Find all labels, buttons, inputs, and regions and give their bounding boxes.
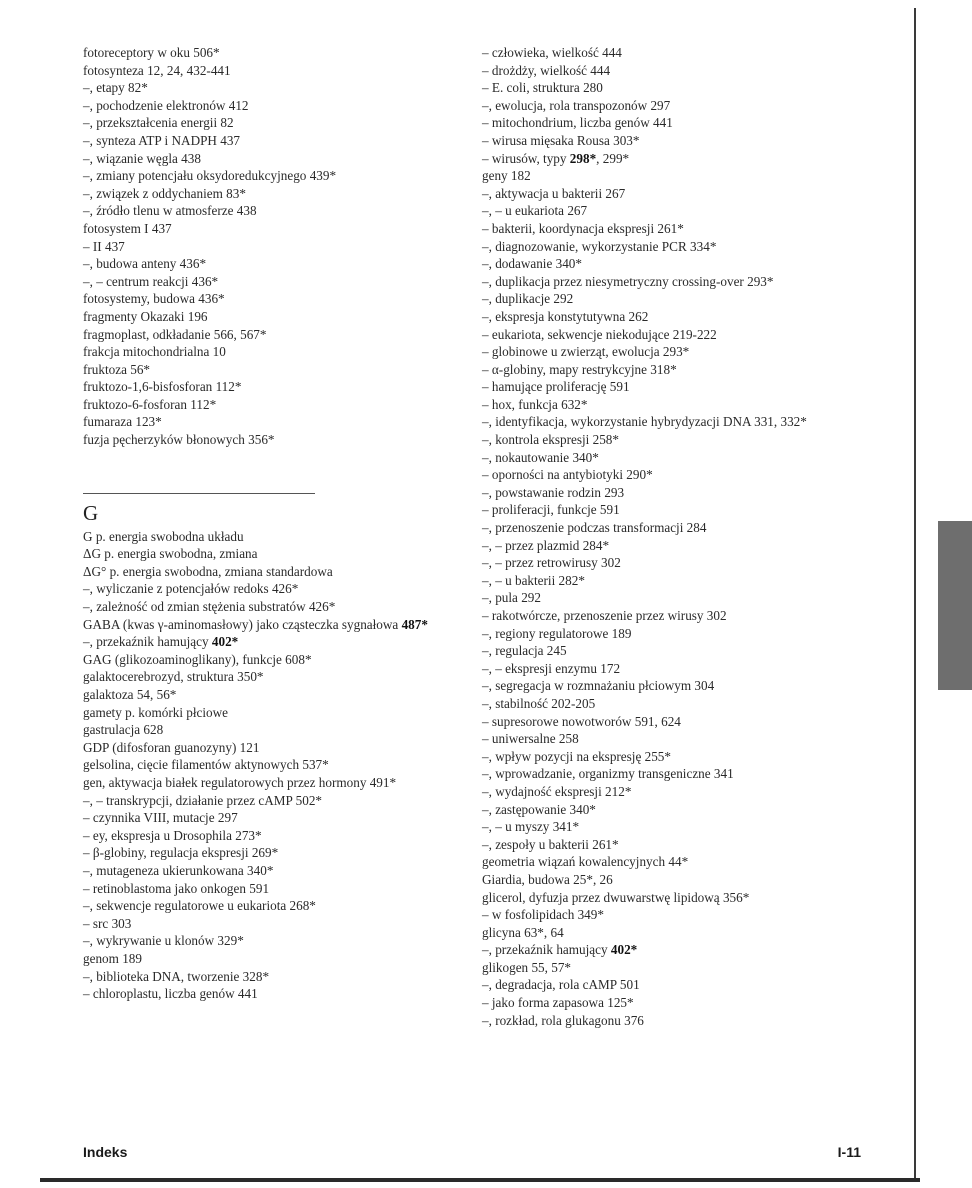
index-entry: –, sekwencje regulatorowe u eukariota 268* (83, 898, 316, 914)
index-entry: glicyna 63*, 64 (482, 924, 564, 940)
index-entry: genom 189 (83, 950, 142, 966)
index-entry: –, – centrum reakcji 436* (83, 273, 219, 289)
index-entry: G p. energia swobodna układu (83, 528, 244, 544)
thumb-index-tab (938, 521, 972, 690)
index-entry: –, rozkład, rola glukagonu 376 (482, 1012, 644, 1028)
index-entry: – wirusa mięsaka Rousa 303* (482, 132, 640, 148)
index-entry: –, wyliczanie z potencjałów redoks 426* (83, 581, 299, 597)
index-entry: – β-globiny, regulacja ekspresji 269* (83, 845, 279, 861)
section-letter-g: G (83, 500, 99, 525)
index-entry: –, degradacja, rola cAMP 501 (482, 977, 640, 993)
left-entries-f (83, 44, 463, 449)
index-entry: – oporności na antybiotyki 290* (482, 467, 653, 483)
index-entry: – wirusów, typy 298*, 299* (482, 150, 630, 166)
index-entry: –, identyfikacja, wykorzystanie hybrydyzacji DNA 331, 332* (482, 414, 807, 430)
index-entry: – hox, funkcja 632* (482, 396, 588, 412)
index-entry: –, powstawanie rodzin 293 (482, 484, 625, 500)
index-entry: –, źródło tlenu w atmosferze 438 (83, 203, 257, 219)
index-entry: galaktocerebrozyd, struktura 350* (83, 669, 264, 685)
index-entry: geometria wiązań kowalencyjnych 44* (482, 854, 689, 870)
index-entry: – II 437 (83, 238, 125, 254)
index-entry: GABA (kwas γ-aminomasłowy) jako cząsteczka sygnałowa 487* (83, 616, 428, 632)
footer-page-number: I-11 (837, 1144, 861, 1160)
index-entry: geny 182 (482, 168, 531, 184)
index-entry: – supresorowe nowotworów 591, 624 (482, 713, 681, 729)
index-entry: –, wiązanie węgla 438 (83, 150, 201, 166)
index-entry: fotosystemy, budowa 436* (83, 291, 225, 307)
index-entry: – jako forma zapasowa 125* (482, 995, 634, 1011)
index-entry: –, zastępowanie 340* (482, 801, 596, 817)
index-entry: –, biblioteka DNA, tworzenie 328* (83, 968, 270, 984)
page-bottom-edge (40, 1178, 920, 1182)
index-entry: –, przekaźnik hamujący 402* (83, 634, 239, 650)
index-entry: GAG (glikozoaminoglikany), funkcje 608* (83, 651, 312, 667)
index-entry: – rakotwórcze, przenoszenie przez wirusy 302 (482, 608, 727, 623)
index-entry: ΔG p. energia swobodna, zmiana (83, 546, 258, 562)
index-entry: fotosystem I 437 (83, 220, 172, 236)
index-entry: – chloroplastu, liczba genów 441 (83, 986, 258, 1002)
index-entry: –, ekspresja konstytutywna 262 (482, 308, 649, 324)
index-entry: – src 303 (83, 915, 132, 931)
index-entry: –, kontrola ekspresji 258* (482, 432, 619, 448)
index-entry: gastrulacja 628 (83, 722, 164, 738)
index-entry: gen, aktywacja białek regulatorowych przez hormony 491* (83, 774, 397, 790)
index-entry: –, mutageneza ukierunkowana 340* (83, 862, 274, 878)
index-entry: –, stabilność 202-205 (482, 695, 596, 711)
index-entry: fruktoza 56* (83, 361, 151, 377)
index-entry: – E. coli, struktura 280 (482, 80, 603, 96)
index-entry: GDP (difosforan guanozyny) 121 (83, 739, 260, 755)
index-entry: – drożdży, wielkość 444 (482, 62, 611, 78)
index-entry: –, budowa anteny 436* (83, 256, 207, 272)
index-entry: –, – transkrypcji, działanie przez cAMP 502* (83, 792, 323, 808)
index-entry: –, związek z oddychaniem 83* (83, 185, 246, 201)
index-entry: –, przekaźnik hamujący 402* (482, 942, 638, 958)
index-entry: fragmoplast, odkładanie 566, 567* (83, 326, 267, 342)
index-entry: –, przenoszenie podczas transformacji 284 (482, 520, 707, 536)
index-entry: fragmenty Okazaki 196 (83, 308, 208, 324)
index-entry: –, dodawanie 340* (482, 256, 582, 272)
index-entry: –, – przez plazmid 284* (482, 537, 610, 553)
index-entry: –, przekształcenia energii 82 (83, 115, 234, 131)
index-entry: frakcja mitochondrialna 10 (83, 344, 226, 360)
index-entry: –, – ekspresji enzymu 172 (482, 660, 621, 676)
index-entry: –, wykrywanie u klonów 329* (83, 933, 244, 949)
index-entry: fotosynteza 12, 24, 432-441 (83, 62, 231, 78)
index-entry: –, zespoły u bakterii 261* (482, 836, 619, 852)
index-entry: glicerol, dyfuzja przez dwuwarstwę lipidową 356* (482, 889, 750, 905)
index-entry: – retinoblastoma jako onkogen 591 (83, 880, 270, 896)
index-entry: –, – u bakterii 282* (482, 572, 585, 588)
index-entry: fruktozo-6-fosforan 112* (83, 396, 217, 412)
index-entry: – globinowe u zwierząt, ewolucja 293* (482, 344, 690, 360)
index-entry: – α-globiny, mapy restrykcyjne 318* (482, 361, 677, 377)
section-divider (83, 493, 315, 494)
index-entry: –, – u myszy 341* (482, 819, 580, 835)
index-entry: – człowieka, wielkość 444 (482, 45, 622, 60)
index-entry: – mitochondrium, liczba genów 441 (482, 115, 673, 131)
index-entry: fruktozo-1,6-bisfosforan 112* (83, 379, 242, 395)
index-entry: glikogen 55, 57* (482, 959, 572, 975)
index-entry: –, aktywacja u bakterii 267 (482, 185, 626, 201)
index-entry: –, diagnozowanie, wykorzystanie PCR 334* (482, 238, 717, 254)
index-entry: gamety p. komórki płciowe (83, 704, 229, 720)
index-entry: –, wpływ pozycji na ekspresję 255* (482, 748, 671, 764)
index-entry: gelsolina, cięcie filamentów aktynowych 537* (83, 757, 329, 773)
index-entry: –, regiony regulatorowe 189 (482, 625, 632, 641)
index-entry: – w fosfolipidach 349* (482, 907, 604, 923)
index-entry: galaktoza 54, 56* (83, 687, 177, 702)
index-entry: – ey, ekspresja u Drosophila 273* (83, 827, 262, 843)
index-entry: – bakterii, koordynacja ekspresji 261* (482, 220, 684, 236)
index-entry: fuzja pęcherzyków błonowych 356* (83, 432, 275, 448)
index-entry: –, etapy 82* (83, 80, 148, 96)
left-entries-g (83, 528, 463, 1003)
footer-section-label: Indeks (83, 1144, 128, 1160)
index-entry: –, – u eukariota 267 (482, 203, 588, 219)
index-entry: –, pochodzenie elektronów 412 (83, 97, 249, 113)
index-entry: –, nokautowanie 340* (482, 449, 599, 465)
index-entry: –, wydajność ekspresji 212* (482, 783, 632, 799)
index-entry: –, – przez retrowirusy 302 (482, 555, 621, 571)
page-edge-line (914, 8, 916, 1180)
index-entry: – uniwersalne 258 (482, 731, 579, 747)
right-entries (482, 44, 877, 1029)
index-entry: –, zależność od zmian stężenia substratów 426* (83, 599, 336, 615)
left-column (83, 44, 463, 1003)
index-entry: – eukariota, sekwencje niekodujące 219-222 (482, 326, 717, 342)
index-entry: –, pula 292 (482, 590, 541, 606)
index-entry: fotoreceptory w oku 506* (83, 45, 220, 60)
index-entry: ΔG° p. energia swobodna, zmiana standardowa (83, 563, 333, 579)
index-entry: – proliferacji, funkcje 591 (482, 502, 620, 518)
right-column (482, 44, 877, 1029)
index-entry: –, zmiany potencjału oksydoredukcyjnego 439* (83, 168, 337, 184)
index-entry: –, duplikacje 292 (482, 291, 574, 307)
index-entry: –, segregacja w rozmnażaniu płciowym 304 (482, 678, 715, 694)
index-entry: –, duplikacja przez niesymetryczny crossing-over 293* (482, 273, 774, 289)
index-entry: Giardia, budowa 25*, 26 (482, 871, 613, 887)
index-entry: –, wprowadzanie, organizmy transgeniczne 341 (482, 766, 734, 782)
index-entry: fumaraza 123* (83, 414, 162, 430)
index-entry: –, ewolucja, rola transpozonów 297 (482, 97, 671, 113)
index-entry: –, synteza ATP i NADPH 437 (83, 132, 241, 148)
index-entry: – hamujące proliferację 591 (482, 379, 630, 395)
index-entry: –, regulacja 245 (482, 643, 567, 659)
index-entry: – czynnika VIII, mutacje 297 (83, 810, 238, 826)
